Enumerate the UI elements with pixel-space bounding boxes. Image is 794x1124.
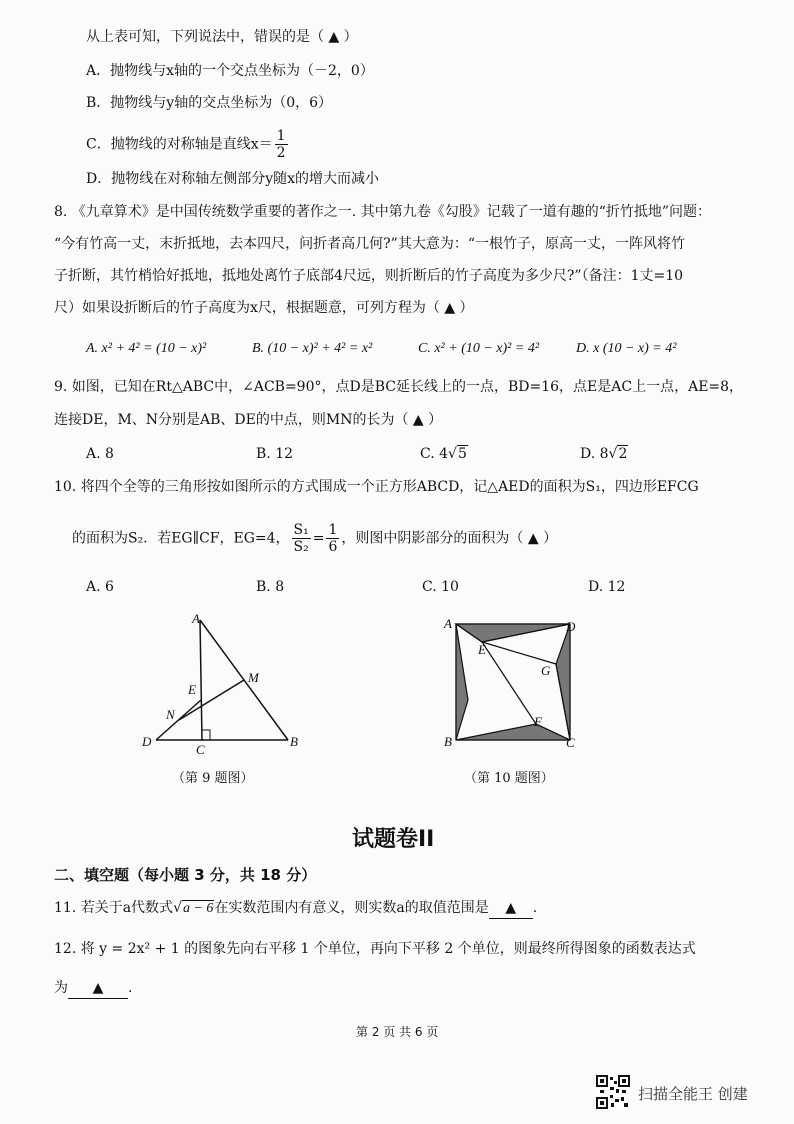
fig10-shade-right [556, 624, 570, 740]
fig10-label-d: D [566, 619, 576, 634]
fig9-label-n: N [166, 707, 175, 722]
q8-line-3: 子折断，其竹梢恰好抵地，抵地处离竹子底部4尺远，则折断后的竹子高度为多少尺?”（备注：1丈=10 [54, 268, 684, 284]
fig10-caption: （第 10 题图） [464, 771, 554, 786]
q7-option-d: D．抛物线在对称轴左侧部分y随x的增大而减小 [86, 171, 380, 187]
q7-option-c-fraction: $\frac{1}{2}$ [276, 128, 286, 161]
figure-9 [130, 610, 310, 760]
q12-line-2: 为 ▲ . [54, 978, 132, 999]
q9-option-a: A. 8 [86, 446, 114, 462]
q8-option-d: D. x (10 − x) = 4² [576, 341, 677, 356]
fig10-shade-left [456, 624, 468, 740]
q8-line-2: “今有竹高一丈，末折抵地，去本四尺，问折者高几何?”其大意为：“一根竹子，原高一丈，一阵风将竹 [54, 236, 685, 252]
fig9-label-c: C [196, 742, 205, 757]
fig10-label-a: A [444, 616, 452, 631]
fig10-label-g: G [541, 663, 551, 678]
fig9-label-a: A [192, 611, 200, 626]
fig9-caption: （第 9 题图） [172, 771, 254, 786]
fig10-label-b: B [444, 734, 452, 747]
q7-option-c [86, 128, 290, 161]
q7-stem: 从上表可知，下列说法中，错误的是（ ▲ ） [86, 29, 358, 45]
figure-10 [440, 612, 590, 747]
q9-line-2: 连接DE，M、N分别是AB、DE的中点，则MN的长为（ ▲ ） [54, 412, 443, 428]
fig9-label-m: M [248, 670, 259, 685]
q12-answer-blank: ▲ [68, 978, 128, 999]
qr-code-icon [596, 1075, 630, 1109]
q8-option-c: C. x² + (10 − x)² = 4² [418, 341, 540, 356]
q8-option-a: A. x² + 4² = (10 − x)² [86, 341, 207, 356]
q7-option-b: B．抛物线与y轴的交点坐标为（0，6） [86, 95, 333, 111]
fig10-square [456, 624, 570, 740]
fig9-label-e: E [188, 682, 196, 697]
q12-line-1: 12. 将 y = 2x² + 1 的图象先向右平移 1 个单位，再向下平移 2 个单位，则最终所得图象的函数表达式 [54, 941, 696, 957]
fig10-shade-top [456, 624, 570, 642]
q10-line-2: 的面积为S₂．若EG∥CF，EG=4， $\frac{\text{S₁}}{\text{S₂}}$ = $\frac{1}{6}$ ，则图中阴影部分的面积为（ ▲ ） [72, 522, 558, 555]
q8-line-1: 8. 《九章算术》是中国传统数学重要的著作之一. 其中第九卷《勾股》记载了一道有趣的“折竹抵地”问题： [54, 204, 712, 220]
q8-line-4: 尺）如果设折断后的竹子高度为x尺，根据题意，可列方程为（ ▲ ） [54, 300, 474, 316]
part2-title: 试题卷II [352, 827, 435, 852]
fig9-line-de [156, 700, 201, 740]
q9-option-d: D. 8√2 [580, 446, 628, 462]
q7-option-c-text: C．抛物线的对称轴是直线x＝ [86, 136, 273, 153]
fig9-label-b: B [290, 734, 298, 749]
fig10-line-eg [482, 642, 556, 664]
fig10-label-c: C [566, 735, 575, 747]
fig10-line-ef [482, 642, 536, 724]
page-number: 第 2 页 共 6 页 [356, 1025, 439, 1039]
fig10-label-e: E [478, 642, 486, 657]
section-fill-in-blanks: 二、填空题（每小题 3 分，共 18 分） [54, 866, 317, 884]
scanner-watermark: 扫描全能王 创建 [638, 1085, 748, 1103]
q11-answer-blank: ▲ [489, 898, 533, 919]
q10-line-1: 10. 将四个全等的三角形按如图所示的方式围成一个正方形ABCD，记△AED的面积为S₁，四边形EFCG [54, 479, 699, 495]
fig9-label-d: D [142, 734, 152, 749]
q7-option-a: A．抛物线与x轴的一个交点坐标为（－2，0） [86, 63, 374, 79]
q10-option-d: D. 12 [588, 579, 626, 595]
q9-option-b: B. 12 [256, 446, 294, 462]
fig9-line-ac [200, 620, 202, 740]
fig9-right-angle [202, 730, 210, 740]
q11: 11. 若关于a代数式√a − 6在实数范围内有意义，则实数a的取值范围是 ▲ . [54, 898, 537, 919]
q9-option-c: C. 4√5 [420, 446, 467, 462]
fig10-label-f: F [534, 714, 542, 729]
q8-option-b: B. (10 − x)² + 4² = x² [252, 341, 373, 356]
q10-option-b: B. 8 [256, 579, 285, 595]
q10-option-c: C. 10 [422, 579, 459, 595]
q10-option-a: A. 6 [86, 579, 114, 595]
q9-line-1: 9. 如图，已知在Rt△ABC中，∠ACB=90°，点D是BC延长线上的一点，BD=16，点E是AC上一点，AE=8， [54, 379, 744, 395]
